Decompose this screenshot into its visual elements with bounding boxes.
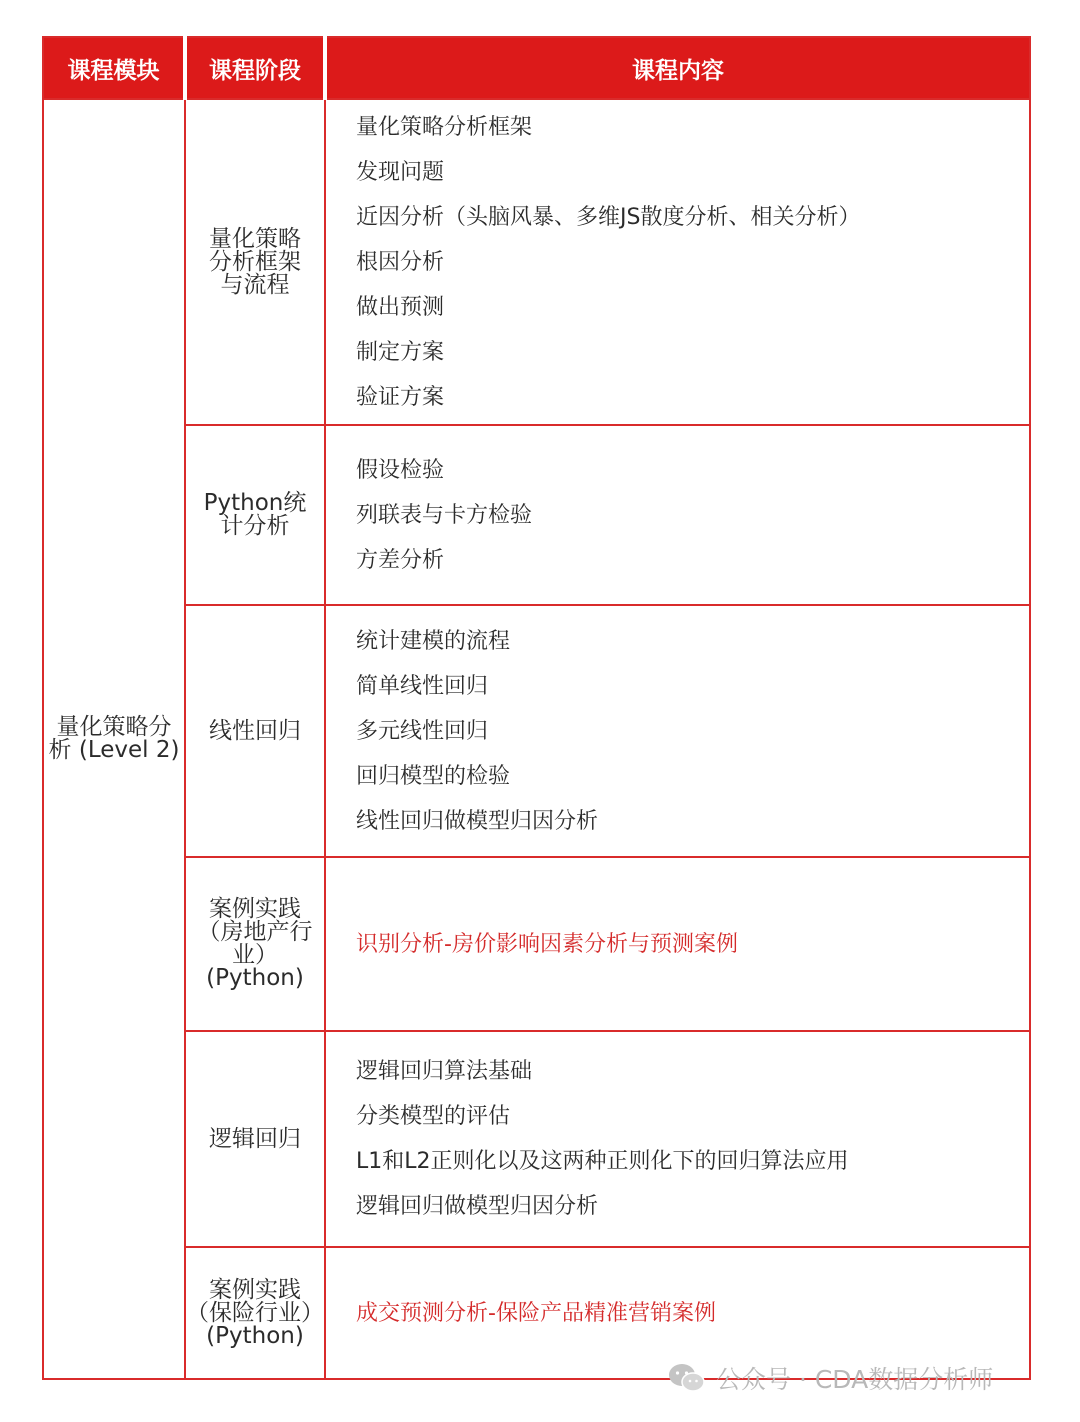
content-item: 简单线性回归 [356,673,489,699]
stage-name-line: 与流程 [220,271,290,298]
content-item: 方差分析 [356,547,445,573]
content-cell [325,605,1030,857]
stage-cell [185,425,325,605]
content-item-highlight: 识别分析-房价影响因素分析与预测案例 [356,931,738,957]
content-item: 根因分析 [356,249,445,275]
header-content: 课程内容 [325,37,1030,99]
content-item: 逻辑回归做模型归因分析 [356,1194,599,1219]
content-item: 多元线性回归 [356,718,489,744]
stage-cell [185,1031,325,1247]
stage-name-line: 逻辑回归 [209,1125,301,1152]
content-item: 假设检验 [356,457,445,483]
table-row [43,1031,1030,1247]
content-item: 统计建模的流程 [356,628,511,654]
table-row [43,99,1030,425]
table-row [43,605,1030,857]
content-cell [325,99,1030,425]
header-module: 课程模块 [43,37,185,99]
stage-name-line: (Python) [206,965,304,991]
content-item: 分类模型的评估 [356,1104,511,1129]
content-item: 验证方案 [356,384,445,410]
content-item: L1和L2正则化以及这两种正则化下的回归算法应用 [356,1149,849,1174]
stage-cell [185,605,325,857]
content-cell [325,857,1030,1031]
stage-name-line: (Python) [206,1322,304,1349]
stage-name-line: Python统 [203,490,307,516]
content-item: 制定方案 [356,339,445,365]
stage-name-line: 量化策略 [209,225,301,252]
wechat-icon [668,1362,706,1394]
table-row [43,425,1030,605]
module-name-line: 析 [48,737,72,763]
table-row [43,857,1030,1031]
header-stage: 课程阶段 [185,37,325,99]
content-item: 近因分析（头脑风暴、多维JS散度分析、相关分析） [356,204,861,230]
content-item: 列联表与卡方检验 [356,502,533,528]
stage-name-line: 业） [232,942,278,968]
watermark-text: 公众号 · CDA数据分析师 [716,1365,994,1394]
content-item: 线性回归做模型归因分析 [356,808,599,834]
stage-name-line: 线性回归 [209,717,301,744]
table-header-row [43,37,1030,99]
stage-name-line: （房地产行 [197,919,313,945]
stage-name-line: 案例实践 [209,896,301,922]
watermark [668,1358,993,1398]
module-cell [43,99,185,1379]
content-item: 量化策略分析框架 [356,114,533,140]
stage-cell [185,99,325,425]
stage-name-line: 案例实践 [209,1276,301,1303]
stage-name-line: （保险行业） [186,1299,324,1326]
content-item: 回归模型的检验 [356,763,511,789]
content-cell [325,425,1030,605]
course-table [42,36,1031,1380]
content-item: 逻辑回归算法基础 [356,1059,533,1084]
content-cell [325,1031,1030,1247]
stage-name-line: 分析框架 [209,248,301,275]
module-name-line: 量化策略分 [56,714,172,740]
stage-cell [185,857,325,1031]
stage-cell [185,1247,325,1379]
stage-name-line: 计分析 [220,513,290,539]
content-item: 发现问题 [356,159,445,185]
module-level: (Level 2) [78,737,180,763]
content-item-highlight: 成交预测分析-保险产品精准营销案例 [356,1300,716,1326]
content-item: 做出预测 [356,294,445,320]
